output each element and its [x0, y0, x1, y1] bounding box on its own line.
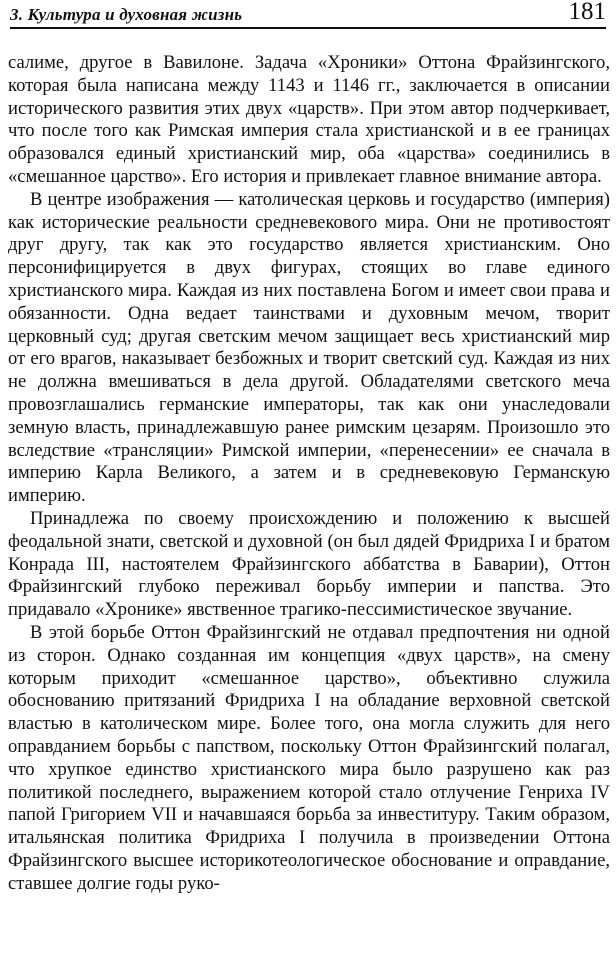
paragraph-2: В центре изображения — католическая церковь и государство (империя) как исторические реальности средневекового мира. Они не противостоят друг другу, так как это государство является христианским. Оно персонифицируется в двух фигурах, стоящих во главе единого христианского мира. Каждая из них поставлена Богом и имеет свои права и обязанности. Одна ведает таинствами и духовным мечом, творит церковный суд; другая светским мечом защищает весь христианский мир от его врагов, наказывает безбожных и творит светский суд. Каждая из них не должна вмешиваться в дела другой. Обладателями светского меча провозглашались германские императоры, так как они унаследовали земную власть, принадлежавшую ранее римским цезарям. Произошло это вследствие «трансляции» Римской империи, «перенесении» ее сначала в империю Карла Великого, а затем и в средневековую Германскую империю. — [8, 188, 610, 507]
page-number: 181 — [568, 0, 606, 25]
paragraph-4: В этой борьбе Оттон Фрайзингский не отдавал предпочтения ни одной из сторон. Однако созданная им концепция «двух царств», на смену которым приходит «смешанное царство», объективно служила обоснованию притязаний Фридриха I на обладание верховной светской властью в католическом мире. Более того, она могла служить для него оправданием борьбы с папством, поскольку Оттон Фрайзингский полагал, что хрупкое единство христианского мира было разрушено как раз политикой последнего, выражением которой стало отлучение Генриха IV папой Григорием VII и начавшаяся борьба за инвеституру. Таким образом, итальянская политика Фридриха I получила в произведении Оттона Фрайзингского высшее историкотеологическое обоснование и оправдание, ставшее долгие годы руко- — [8, 621, 610, 894]
chapter-title: 3. Культура и духовная жизнь — [10, 5, 243, 24]
running-head — [10, 0, 606, 34]
header-rule — [10, 27, 606, 29]
paragraph-3: Принадлежа по своему происхождению и положению к высшей феодальной знати, светской и духовной (он был дядей Фридриха I и братом Конрада III, настоятелем Фрайзингского аббатства в Баварии), Оттон Фрайзингский глубоко переживал борьбу империи и папства. Это придавало «Хронике» явственное трагико-пессимистическое звучание. — [8, 507, 610, 621]
paragraph-1: салиме, другое в Вавилоне. Задача «Хроники» Оттона Фрайзингского, которая была написана между 1143 и 1146 гг., заключается в описании исторического развития этих двух «царств». При этом автор подчеркивает, что после того как Римская империя стала христианской и в ее границах образовался единый христианский мир, оба «царства» соединились в «смешанное царство». Его история и привлекает главное внимание автора. — [8, 52, 610, 187]
body-text — [8, 52, 610, 895]
